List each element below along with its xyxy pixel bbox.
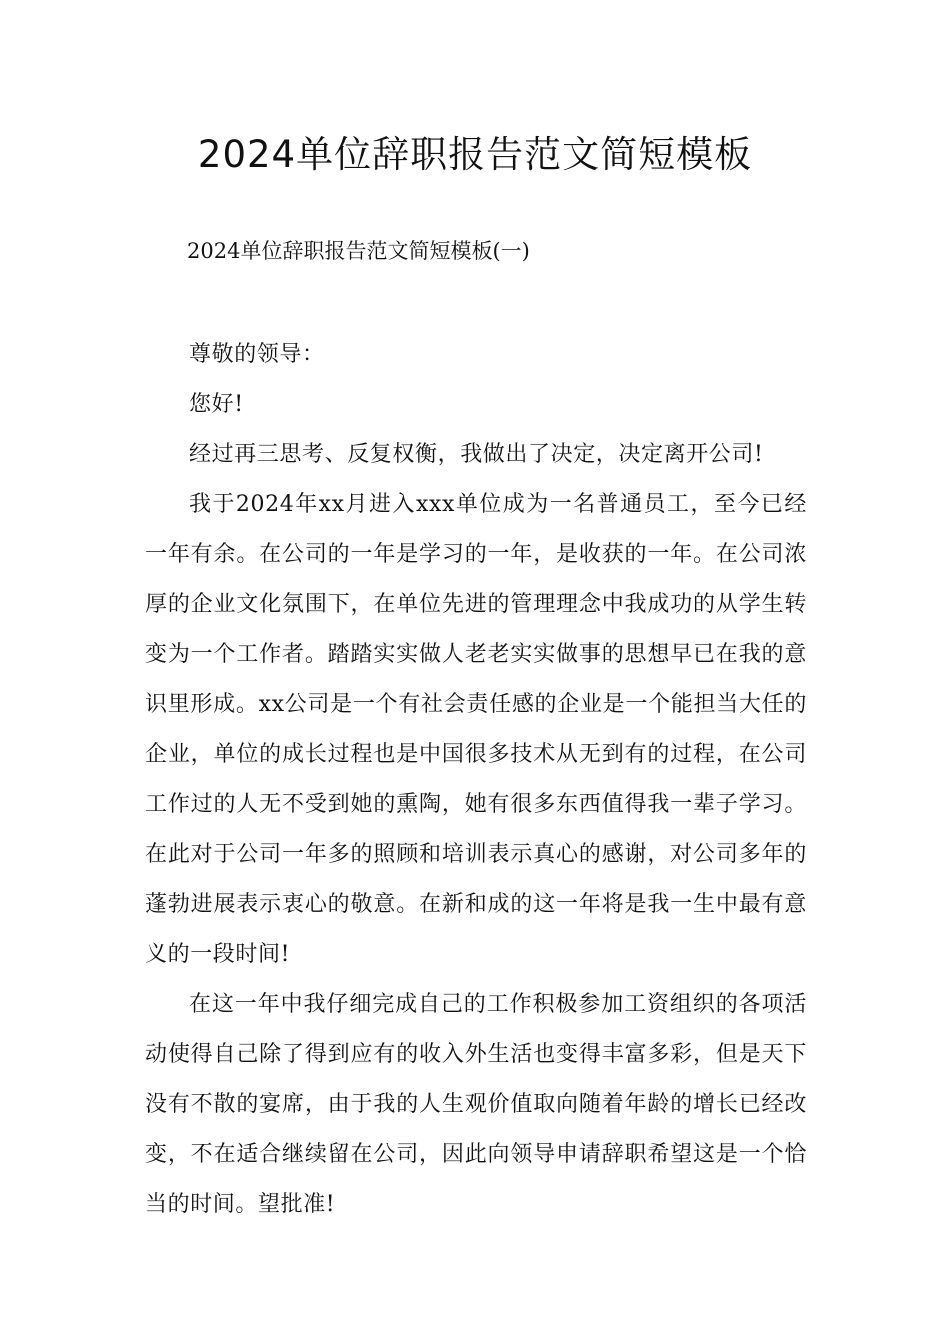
paragraph-resignation-request: 在这一年中我仔细完成自己的工作积极参加工资组织的各项活动使得自己除了得到应有的收入外生活也变得丰富多彩，但是天下没有不散的宴席，由于我的人生观价值取向随着年龄的增长已经改变，不在适合继续留在公司，因此向领导申请辞职希望这是一个恰当的时间。望批准! <box>145 992 807 1217</box>
document-title: 2024单位辞职报告范文简短模板 <box>197 133 753 176</box>
document-subtitle: 2024单位辞职报告范文简短模板(一) <box>187 239 530 263</box>
paragraph-experience: 我于2024年xx月进入xxx单位成为一名普通员工，至今已经一年有余。在公司的一年是学习的一年，是收获的一年。在公司浓厚的企业文化氛围下，在单位先进的管理理念中我成功的从学生转变为一个工作者。踏踏实实做人老老实实做事的思想早已在我的意识里形成。xx公司是一个有社会责任感的企业是一个能担当大任的企业，单位的成长过程也是中国很多技术从无到有的过程，在公司工作过的人无不受到她的熏陶，她有很多东西值得我一辈子学习。在此对于公司一年多的照顾和培训表示真心的感谢，对公司多年的蓬勃进展表示衷心的敬意。在新和成的这一年将是我一生中最有意义的一段时间! <box>145 492 807 967</box>
salutation: 尊敬的领导： <box>189 342 325 367</box>
paragraph-decision: 经过再三思考、反复权衡，我做出了决定，决定离开公司! <box>189 442 764 467</box>
greeting: 您好! <box>189 392 244 417</box>
letter-body <box>145 330 807 1230</box>
